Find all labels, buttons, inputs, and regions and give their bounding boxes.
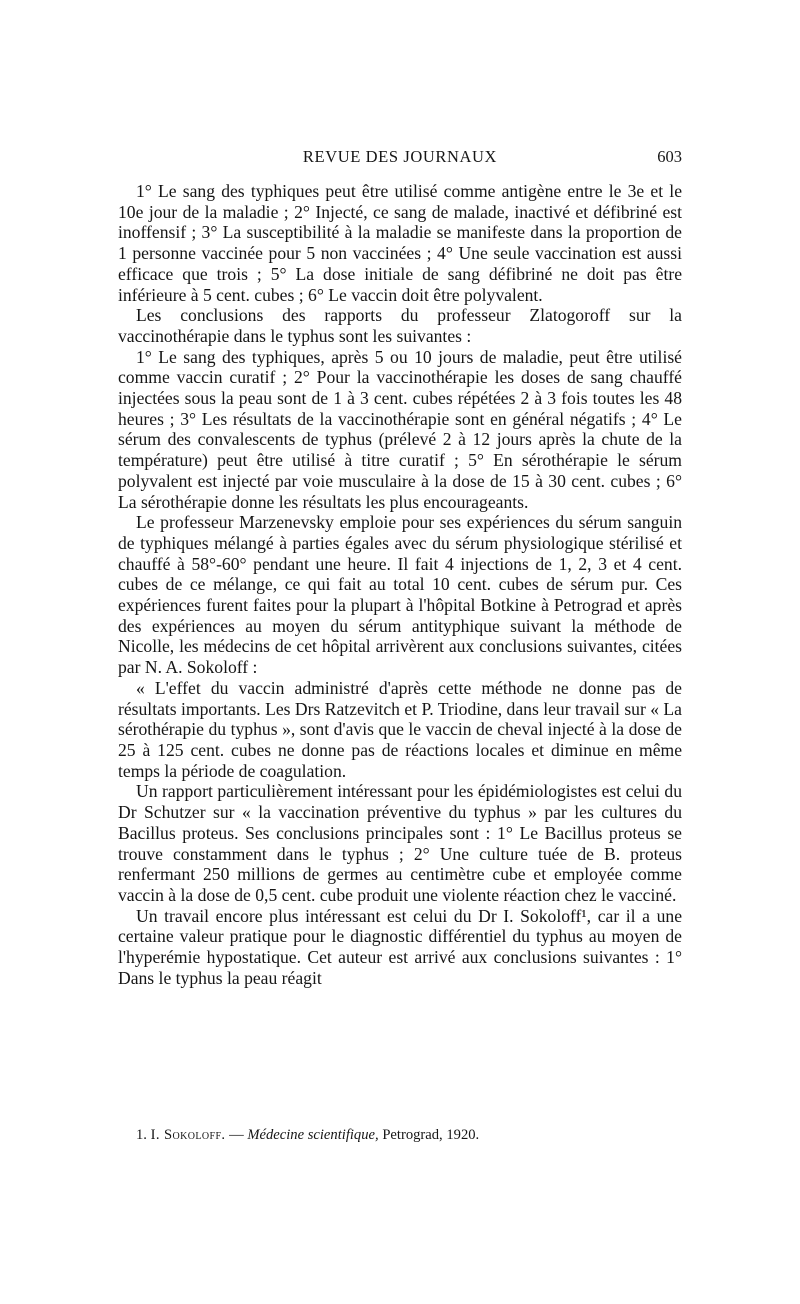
footnote-title: Médecine scientifique, xyxy=(247,1127,379,1143)
paragraph-3: 1° Le sang des typhiques, après 5 ou 10 jours de maladie, peut être utilisé comme vaccin curatif ; 2° Pour la vaccinothérapie les doses de sang chauffé injectées sous la peau sont de 1 à 3 cent. cubes répétées 2 à 3 fois toutes les 48 heures ; 3° Les résultats de la vaccinothérapie sont en général négatifs ; 4° Le sérum des convalescents de typhus (prélevé 2 à 12 jours après la chute de la température) peut être utilisé à titre curatif ; 5° En sérothérapie le sérum polyvalent est injecté par voie musculaire à la dose de 15 à 30 cent. cubes ; 6° La sérothérapie donne les résultats les plus encourageants. xyxy=(118,346,682,512)
running-title: REVUE DES JOURNAUX xyxy=(302,147,498,166)
paragraph-1: 1° Le sang des typhiques peut être utilisé comme antigène entre le 3e et le 10e jour de la maladie ; 2° Injecté, ce sang de malade, inactivé et défibriné est inoffensif ; 3° La susceptibilité à la maladie se manifeste dans la proportion de 1 personne vaccinée pour 5 non vaccinées ; 4° Une seule vaccination est aussi efficace que trois ; 5° La dose initiale de sang défibriné ne doit pas être inférieure à 5 cent. cubes ; 6° Le vaccin doit être polyvalent. xyxy=(118,181,682,305)
paragraph-4: Le professeur Marzenevsky emploie pour ses expériences du sérum sanguin de typhiques mélangé à parties égales avec du sérum physiologique stérilisé et chauffé à 58°-60° pendant une heure. Il fait 4 injections de 1, 2, 3 et 4 cent. cubes de ce mélange, ce qui fait au total 10 cent. cubes de sérum pur. Ces expériences furent faites pour la plupart à l'hôpital Botkine à Petrograd et après des expériences au moyen du sérum antityphique suivant la méthode de Nicolle, les médecins de cet hôpital arrivèrent aux conclusions suivantes, citées par N. A. Sokoloff : xyxy=(118,512,682,678)
paragraph-6: Un rapport particulièrement intéressant pour les épidémiologistes est celui du Dr Schutzer sur « la vaccination préventive du typhus » par les cultures du Bacillus proteus. Ses conclusions principales sont : 1° Le Bacillus proteus se trouve constamment dans le typhus ; 2° Une culture tuée de B. proteus renfermant 250 millions de germes au centimètre cube et employée comme vaccin à la dose de 0,5 cent. cube produit une violente réaction chez le vacciné. xyxy=(118,781,682,905)
page-header xyxy=(118,146,682,168)
footnote-author: I. Sokoloff. xyxy=(150,1127,226,1143)
footnote-place-date: Petrograd, 1920. xyxy=(382,1127,480,1143)
footnote xyxy=(118,1125,682,1145)
paragraph-5: « L'effet du vaccin administré d'après cette méthode ne donne pas de résultats importants. Les Drs Ratzevitch et P. Triodine, dans leur travail sur « La sérothérapie du typhus », sont d'avis que le vaccin de cheval injecté à la dose de 25 à 125 cent. cubes ne donne pas de réactions locales et diminue en même temps la période de coagulation. xyxy=(118,677,682,781)
paragraph-7: Un travail encore plus intéressant est celui du Dr I. Sokoloff¹, car il a une certaine valeur pratique pour le diagnostic différentiel du typhus au moyen de l'hyperémie hypostatique. Cet auteur est arrivé aux conclusions suivantes : 1° Dans le typhus la peau réagit xyxy=(118,905,682,988)
page-number: 603 xyxy=(657,147,682,166)
paragraph-2: Les conclusions des rapports du professeur Zlatogoroff sur la vaccinothérapie dans le typhus sont les suivantes : xyxy=(118,305,682,346)
article-body xyxy=(118,181,682,988)
footnote-marker: 1. xyxy=(136,1127,147,1143)
footnote-dash: — xyxy=(229,1127,244,1143)
